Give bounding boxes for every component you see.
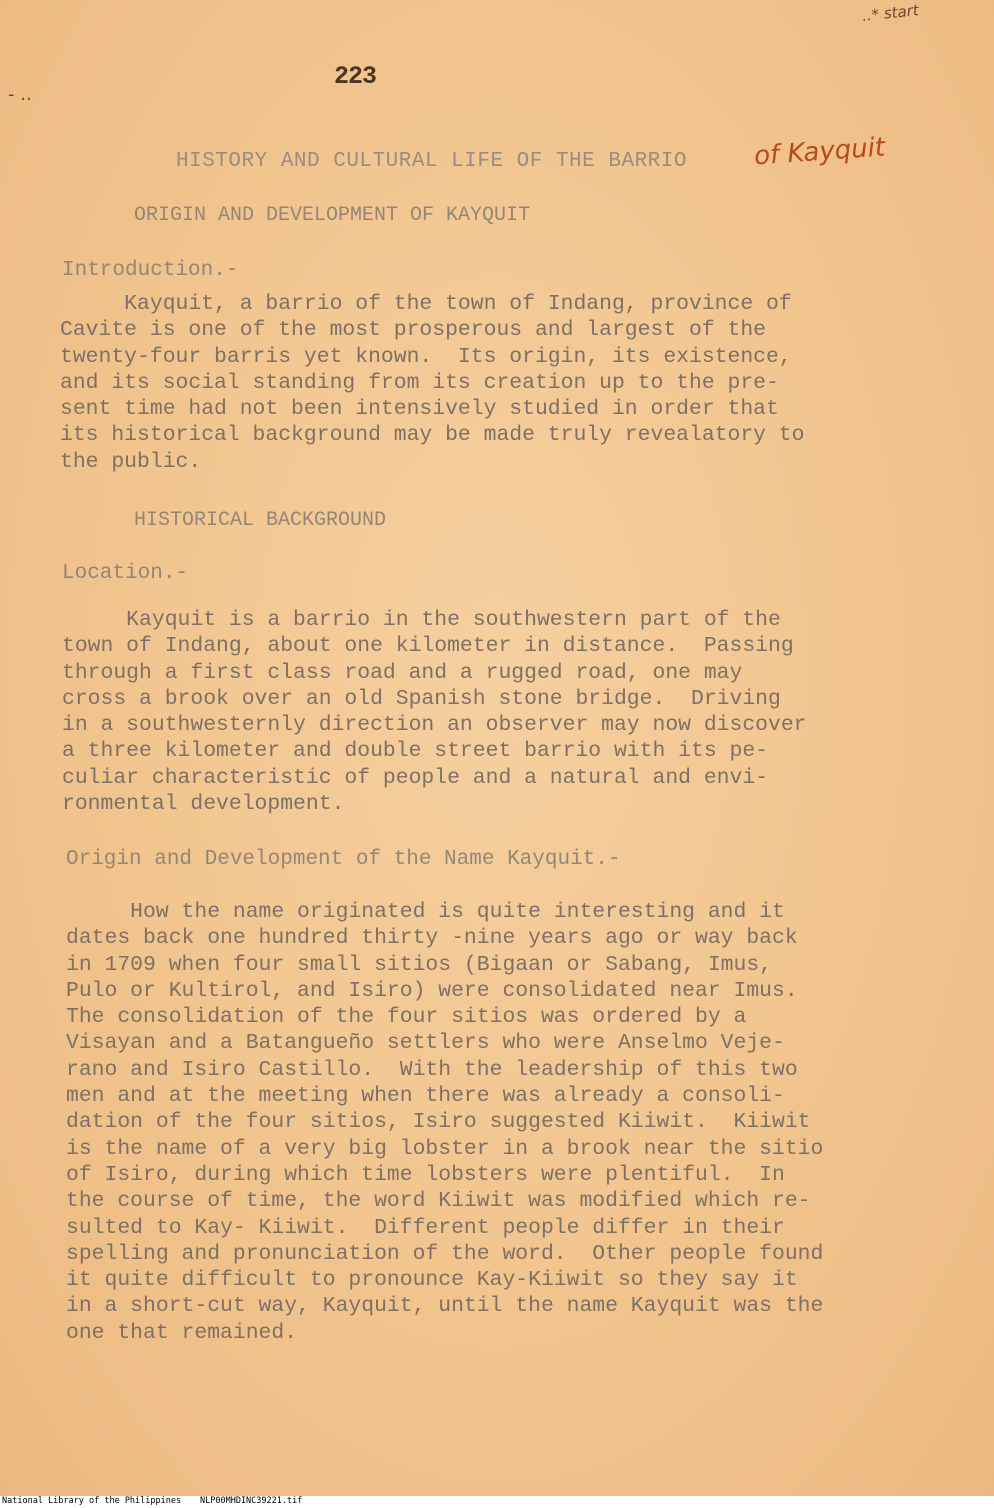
paragraph-line: spelling and pronunciation of the word. Other people found: [66, 1241, 824, 1266]
paragraph-line: it quite difficult to pronounce Kay-Kiiwit so they say it: [66, 1268, 798, 1293]
scan-footer: [0, 1496, 994, 1508]
introduction-paragraph: [60, 291, 805, 475]
historical-background-heading: HISTORICAL BACKGROUND: [134, 509, 387, 532]
paragraph-line: in 1709 when four small sitios (Bigaan or Sabang, Imus,: [66, 952, 773, 977]
paragraph-line: sulted to Kay- Kiiwit. Different people differ in their: [66, 1215, 785, 1240]
paragraph-line: of Isiro, during which time lobsters were plentiful. In: [66, 1162, 785, 1187]
margin-marks: - ..: [8, 84, 32, 105]
paragraph-line: twenty-four barris yet known. Its origin, its existence,: [60, 344, 792, 369]
document-title: HISTORY AND CULTURAL LIFE OF THE BARRIO: [176, 150, 687, 173]
paragraph-line: Visayan and a Batangueño settlers who were Anselmo Veje-: [66, 1031, 785, 1056]
paragraph-line: The consolidation of the four sitios was ordered by a: [66, 1005, 747, 1030]
handwritten-title-addition: of Kayquit: [753, 132, 887, 172]
origin-paragraph: [66, 899, 823, 1346]
paragraph-line: Kayquit, a barrio of the town of Indang, province of: [60, 292, 792, 316]
paragraph-line: dation of the four sitios, Isiro suggested Kiiwit. Kiiwit: [66, 1110, 811, 1135]
paragraph-line: in a southwesternly direction an observer may now discover: [62, 713, 807, 738]
paragraph-line: culiar characteristic of people and a natural and envi-: [62, 765, 769, 790]
paragraph-line: in a short-cut way, Kayquit, until the name Kayquit was the: [66, 1294, 824, 1319]
introduction-heading: Introduction.-: [62, 259, 239, 282]
paragraph-line: men and at the meeting when there was already a consoli-: [66, 1084, 785, 1109]
paragraph-line: town of Indang, about one kilometer in distance. Passing: [62, 634, 794, 659]
origin-heading: Origin and Development of the Name Kayquit.-: [66, 848, 621, 871]
paragraph-line: a three kilometer and double street barrio with its pe-: [62, 739, 769, 764]
paragraph-line: one that remained.: [66, 1320, 298, 1345]
paragraph-line: Kayquit is a barrio in the southwestern part of the: [62, 608, 781, 632]
paragraph-line: the course of time, the word Kiiwit was modified which re-: [66, 1189, 811, 1214]
footer-filename: NLP00MHDINC39221.tif: [200, 1496, 303, 1506]
handwritten-start-note: ..* start: [861, 1, 920, 25]
paragraph-line: rano and Isiro Castillo. With the leadership of this two: [66, 1057, 798, 1082]
paragraph-line: through a first class road and a rugged road, one may: [62, 660, 743, 685]
paragraph-line: Cavite is one of the most prosperous and largest of the: [60, 318, 767, 343]
footer-library: National Library of the Philippines: [2, 1496, 182, 1506]
paragraph-line: dates back one hundred thirty -nine years ago or way back: [66, 926, 798, 951]
location-paragraph: [62, 607, 807, 817]
paragraph-line: Pulo or Kultirol, and Isiro) were consolidated near Imus.: [66, 978, 798, 1003]
paragraph-line: is the name of a very big lobster in a brook near the sitio: [66, 1136, 824, 1161]
paragraph-line: the public.: [60, 449, 202, 474]
subtitle: ORIGIN AND DEVELOPMENT OF KAYQUIT: [134, 204, 531, 227]
paragraph-line: sent time had not been intensively studied in order that: [60, 397, 779, 422]
page-number: 223: [334, 62, 377, 91]
paragraph-line: ronmental development.: [62, 792, 345, 817]
paragraph-line: and its social standing from its creation up to the pre-: [60, 370, 779, 395]
paragraph-line: cross a brook over an old Spanish stone bridge. Driving: [62, 686, 781, 711]
location-heading: Location.-: [62, 562, 189, 585]
paragraph-line: its historical background may be made truly revealatory to: [60, 423, 805, 448]
paragraph-line: How the name originated is quite interesting and it: [66, 900, 785, 924]
